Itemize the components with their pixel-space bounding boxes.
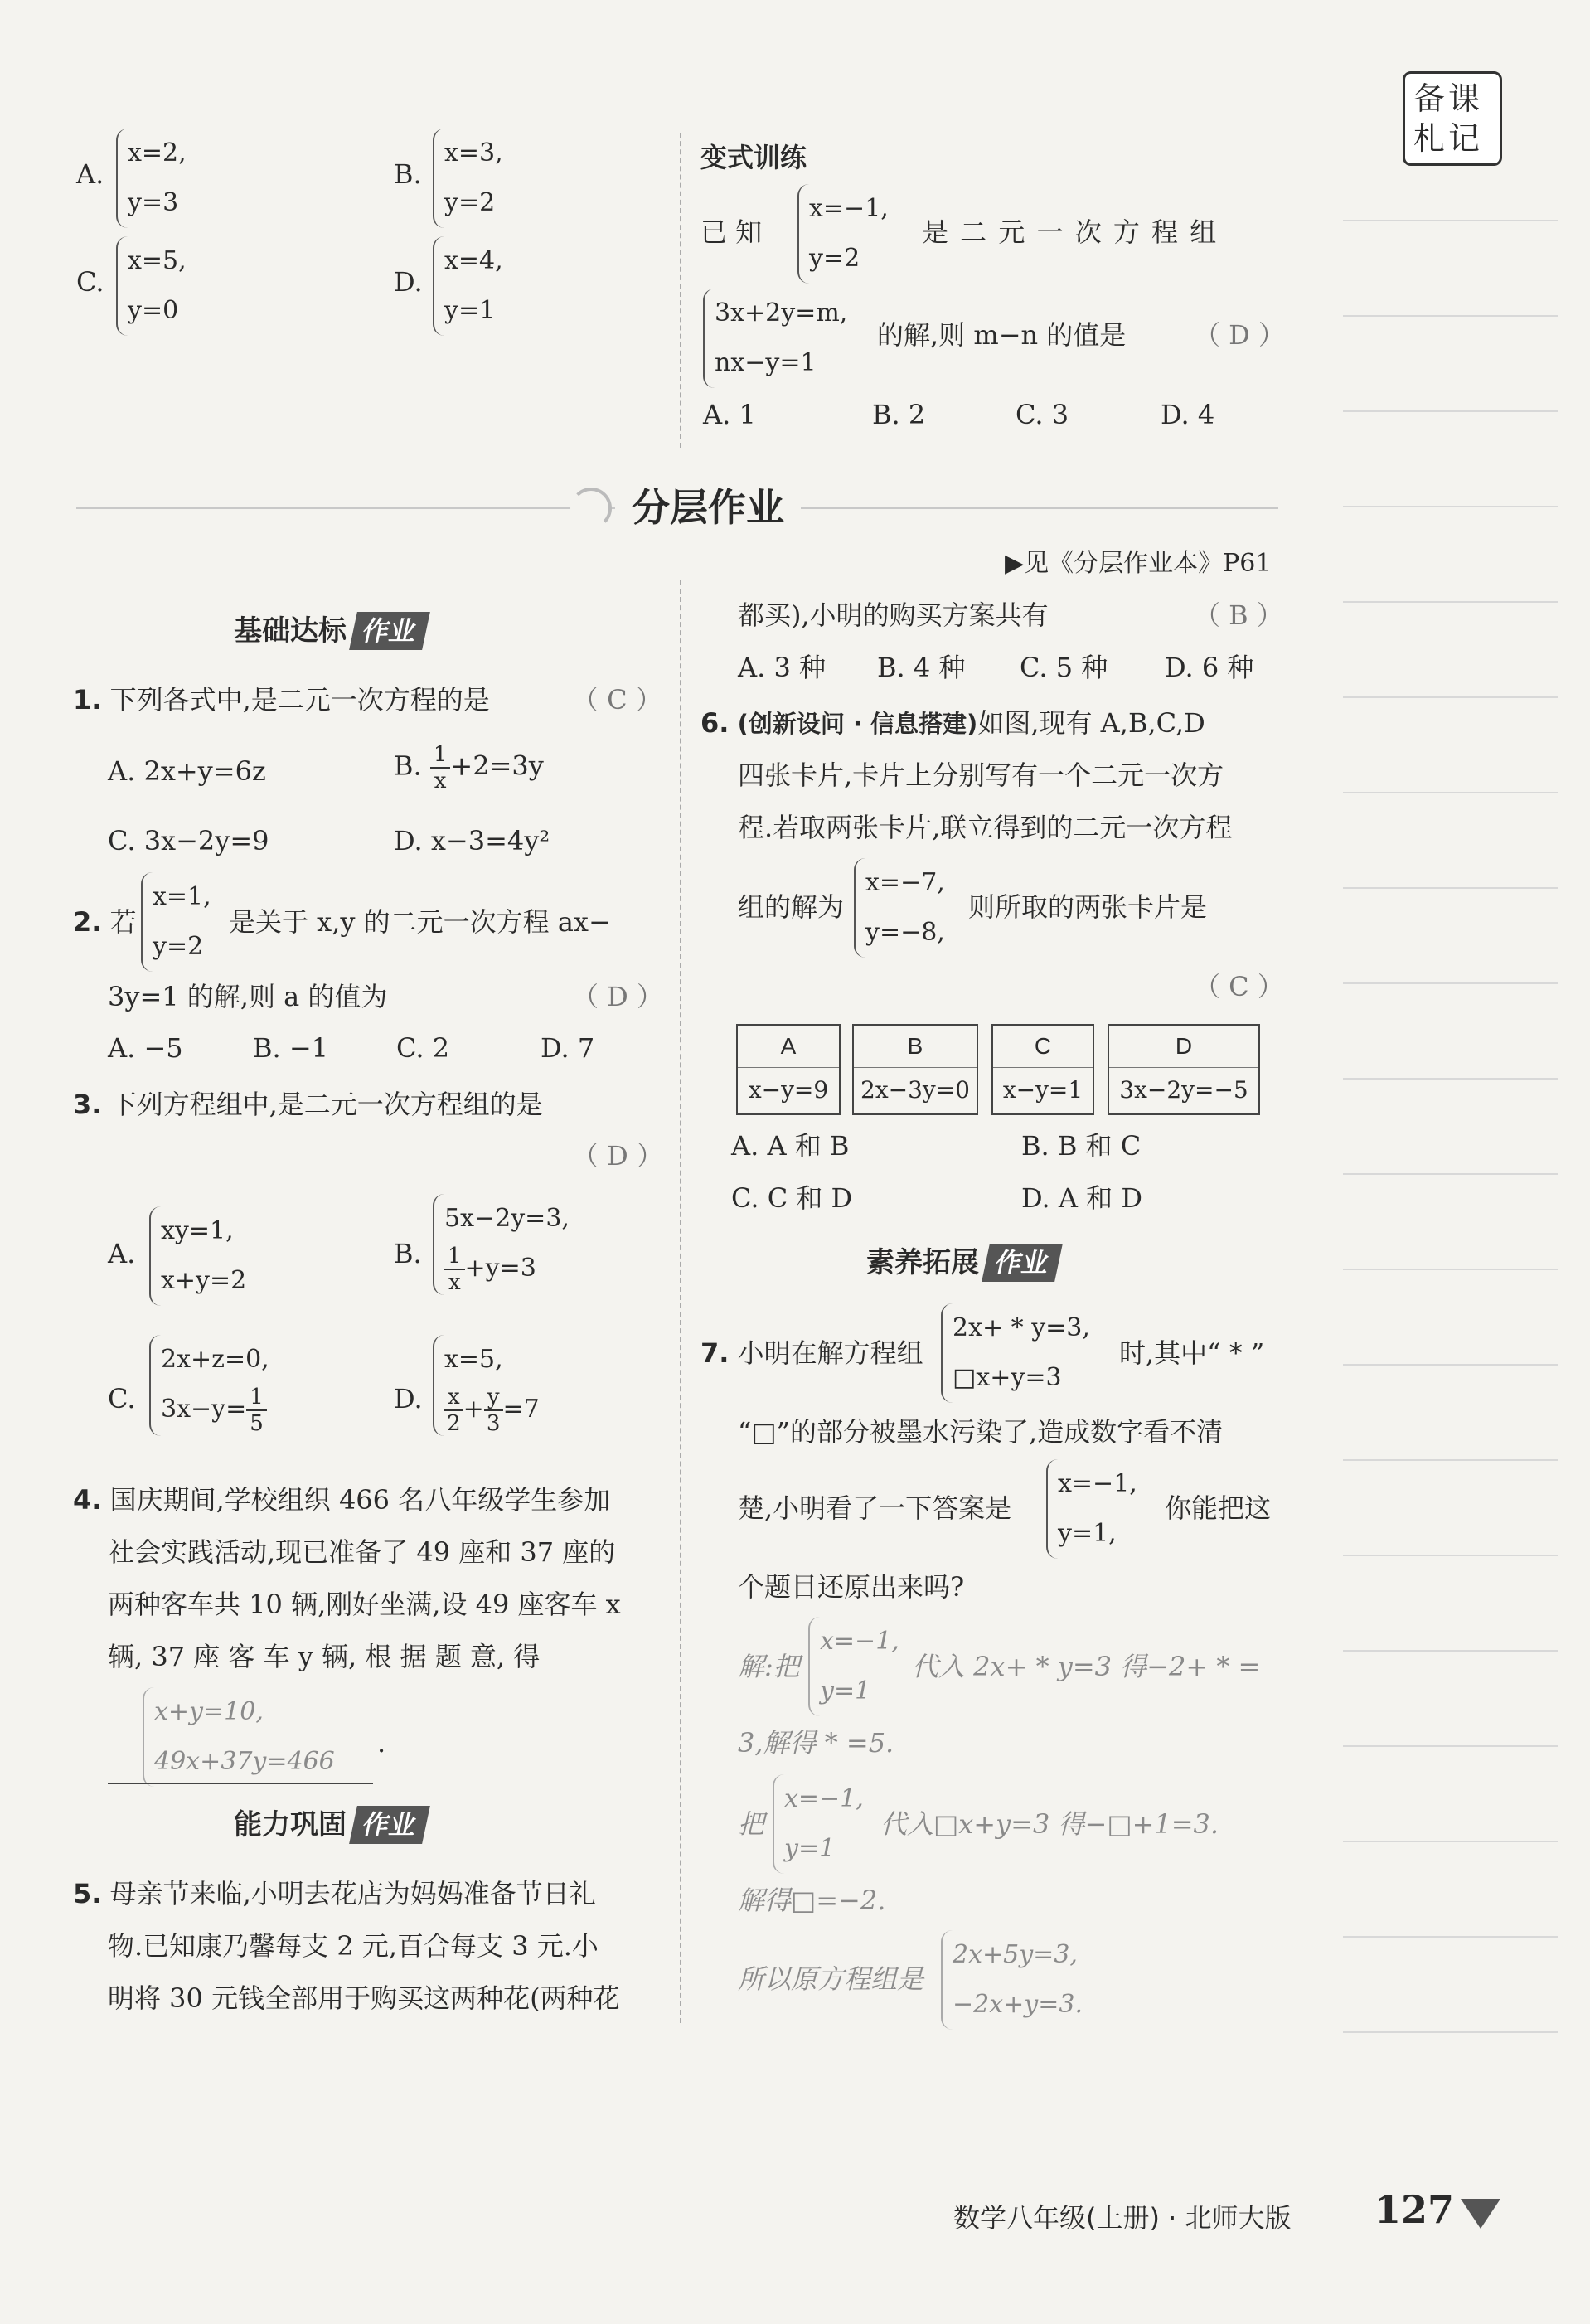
q2-opt-a: A. −5 (108, 1032, 183, 1064)
eq-line: x=−1, (809, 194, 889, 223)
q-num: 3. (73, 1089, 102, 1120)
q6-opt-c: C. C 和 D (731, 1182, 853, 1214)
q6-opt-d: D. A 和 D (1021, 1182, 1142, 1214)
q2-post: 是关于 x,y 的二元一次方程 ax− (229, 906, 611, 938)
eq-line: xy=1, (161, 1216, 234, 1245)
variant-answer: （ D ） (1194, 319, 1286, 351)
variant-system (703, 289, 847, 388)
q6-tag: (创新设问 · 信息搭建) (737, 710, 978, 738)
q-text: 小明在解方程组 (737, 1337, 923, 1369)
footer-book: 数学八年级(上册) · 北师大版 (953, 2202, 1292, 2234)
variant-opt-a: A. 1 (703, 399, 756, 430)
frac-num: 1 (430, 742, 451, 769)
eq-line: x=3, (444, 138, 503, 167)
q3-opt-c-system (149, 1335, 269, 1436)
eq-line: y=1 (784, 1834, 836, 1863)
sol-p3-post: 代入□x+y=3 得−□+1=3. (880, 1808, 1219, 1840)
option-b-label: B. (394, 158, 422, 190)
eq-line: 2x+ * y=3, (953, 1313, 1090, 1342)
frac-den: x (448, 1270, 461, 1295)
q2-system (141, 872, 211, 972)
q6-line-2: 四张卡片,卡片上分别写有一个二元一次方 (738, 759, 1224, 791)
q4-line-4: 辆, 37 座 客 车 y 辆, 根 据 题 意, 得 (108, 1641, 541, 1672)
sub-title: 基础达标 (234, 614, 347, 648)
eq-line: x=−7, (865, 868, 945, 897)
q-text: 下列各式中,是二元一次方程的是 (109, 684, 490, 716)
eq-line: x=5, (128, 246, 187, 275)
margin-line (1343, 315, 1558, 317)
card-equation: 2x−3y=0 (860, 1076, 970, 1104)
margin-line (1343, 601, 1558, 603)
sol-p1-post: 代入 2x+ * y=3 得−2+ * = (912, 1651, 1261, 1682)
eq-line: x=2, (128, 138, 187, 167)
q2-opt-b: B. −1 (253, 1032, 329, 1064)
eq-line: 2x+z=0, (161, 1345, 269, 1374)
eq-line: x=4, (444, 246, 503, 275)
q6-pre: 组的解为 (738, 891, 845, 923)
opt-rest: +2=3y (450, 750, 544, 782)
q1-opt-d: D. x−3=4y² (394, 825, 550, 856)
q-num: 4. (73, 1484, 102, 1516)
q3-opt-c-label: C. (108, 1383, 136, 1414)
card-label: A (738, 1026, 839, 1068)
eq-line: y=−8, (865, 918, 945, 947)
eq-line: 49x+37y=466 (154, 1747, 335, 1776)
q5-opt-b: B. 4 种 (877, 652, 966, 683)
badge-text: 备课札记 (1413, 80, 1484, 157)
sol-p3-system (773, 1774, 864, 1874)
eq-rest: +y=3 (464, 1254, 536, 1283)
sol-p1-pre: 解:把 (738, 1651, 800, 1682)
margin-line (1343, 506, 1558, 507)
eq-line: x=−1, (784, 1784, 864, 1813)
q-text: 若 (109, 906, 137, 938)
card-d (1108, 1024, 1260, 1115)
q-text: 国庆期间,学校组织 466 名八年级学生参加 (109, 1484, 611, 1516)
q5-line-3: 明将 30 元钱全部用于购买这两种花(两种花 (108, 1982, 620, 2014)
eq-line: y=2 (444, 188, 496, 217)
q-num: 1. (73, 684, 102, 716)
option-a-system (116, 129, 187, 228)
q5-answer: （ B ） (1194, 599, 1283, 631)
margin-line (1343, 1745, 1558, 1747)
margin-line (1343, 982, 1558, 984)
fraction (444, 1244, 465, 1295)
eq-line: 5x−2y=3, (444, 1204, 570, 1233)
q7-line-2: “□”的部分被墨水污染了,造成数字看不清 (738, 1416, 1224, 1448)
margin-line (1343, 410, 1558, 412)
tag-label: 作业 (349, 1806, 430, 1844)
sub-banner-literacy (866, 1241, 1059, 1284)
q-text: 下列方程组中,是二元一次方程组的是 (109, 1089, 543, 1120)
variant-post: 是 二 元 一 次 方 程 组 (922, 216, 1219, 248)
frac-den: x (434, 769, 447, 793)
eq-line: x=−1, (820, 1627, 899, 1656)
eq-line: x=5, (444, 1345, 503, 1374)
page-arrow-icon (1461, 2199, 1500, 2229)
q6-line-1 (700, 705, 1205, 742)
q4-line-2: 社会实践活动,现已准备了 49 座和 37 座的 (108, 1536, 616, 1568)
q7-line-3-pre: 楚,小明看了一下答案是 (738, 1492, 1012, 1524)
q-text: 母亲节来临,小明去花店为妈妈准备节日礼 (109, 1878, 596, 1909)
section-swirl-icon (570, 488, 612, 529)
tag-label: 作业 (349, 612, 430, 650)
q-num: 6. (700, 707, 730, 739)
q4-line-1 (73, 1482, 610, 1518)
frac-den: 2 (447, 1411, 461, 1436)
margin-line (1343, 1173, 1558, 1175)
option-a-label: A. (76, 158, 104, 190)
q6-post: 则所取的两张卡片是 (968, 891, 1208, 923)
eq-line: x+y=10, (154, 1697, 264, 1726)
q-text: 如图,现有 A,B,C,D (977, 707, 1205, 739)
q3-opt-a-system (149, 1206, 246, 1306)
q6-line-3: 程.若取两张卡片,联立得到的二元一次方程 (738, 812, 1233, 843)
variant-opt-d: D. 4 (1161, 399, 1215, 430)
eq-rest: 3x−y= (161, 1395, 247, 1424)
margin-line (1343, 1650, 1558, 1652)
eq-line: y=1 (444, 296, 496, 325)
eq-line: x+y=2 (161, 1266, 247, 1295)
q2-opt-d: D. 7 (541, 1032, 595, 1064)
margin-line (1343, 1459, 1558, 1461)
q6-opt-b: B. B 和 C (1021, 1130, 1142, 1162)
q1-stem (73, 682, 490, 718)
q-num: 2. (73, 906, 102, 938)
margin-line (1343, 792, 1558, 793)
eq-line: −2x+y=3. (953, 1990, 1083, 2019)
eq-line: nx−y=1 (715, 348, 817, 377)
q3-opt-a-label: A. (108, 1238, 136, 1269)
q2-opt-c: C. 2 (396, 1032, 450, 1064)
eq-line: □x+y=3 (953, 1363, 1062, 1392)
margin-line (1343, 1364, 1558, 1366)
fraction (430, 742, 451, 793)
fraction (444, 1385, 463, 1436)
sol-p2: 3,解得 * =5. (738, 1727, 894, 1759)
variant-opt-b: B. 2 (872, 399, 926, 430)
sub-banner-ability (234, 1803, 426, 1846)
frac-den: 3 (486, 1411, 501, 1436)
q7-pre (700, 1335, 923, 1371)
margin-line (1343, 1078, 1558, 1080)
margin-line (1343, 2031, 1558, 2033)
eq-line: y=1 (820, 1676, 871, 1705)
q5-opt-d: D. 6 种 (1165, 652, 1254, 683)
section-title: 分层作业 (615, 481, 801, 534)
sol-p1-system (808, 1617, 899, 1716)
option-c-system (116, 236, 187, 336)
sol-p5-pre: 所以原方程组是 (738, 1963, 924, 1995)
opt-label: B. (394, 750, 422, 782)
q3-opt-b-label: B. (394, 1238, 422, 1269)
eq-line: y=2 (809, 244, 860, 273)
q7-system (941, 1303, 1090, 1403)
variant-tail: 的解,则 m−n 的值是 (877, 319, 1127, 351)
card-label: C (993, 1026, 1093, 1068)
card-label: D (1109, 1026, 1258, 1068)
sub-banner-basic (234, 609, 426, 653)
card-label: B (854, 1026, 977, 1068)
q5-line-1 (73, 1875, 596, 1912)
q2-line2: 3y=1 的解,则 a 的值为 (108, 981, 388, 1012)
q1-opt-c: C. 3x−2y=9 (108, 825, 269, 856)
card-b (852, 1024, 978, 1115)
eq-line (161, 1385, 269, 1436)
frac-num: x (444, 1385, 463, 1411)
eq-rest: =7 (502, 1395, 540, 1424)
frac-num: 1 (444, 1244, 465, 1270)
q1-opt-a: A. 2x+y=6z (108, 755, 266, 787)
variant-solution (797, 184, 889, 284)
eq-line: x=−1, (1058, 1469, 1137, 1498)
option-d-label: D. (394, 266, 423, 298)
q7-line-3-post: 你能把这 (1165, 1492, 1272, 1524)
eq-line: y=2 (153, 932, 204, 961)
column-divider (680, 133, 681, 448)
q7-answer-system (1046, 1459, 1137, 1559)
q4-answer-system (143, 1687, 335, 1787)
frac-num: 1 (246, 1385, 267, 1411)
margin-line (1343, 220, 1558, 221)
q4-answer-underline (108, 1783, 373, 1784)
eq-line: y=3 (128, 188, 179, 217)
q2-answer: （ D ） (572, 981, 664, 1012)
sol-p5-system (941, 1930, 1083, 2030)
q4-line-3: 两种客车共 10 辆,刚好坐满,设 49 座客车 x (108, 1589, 621, 1620)
fraction (484, 1385, 503, 1436)
q6-system (854, 858, 945, 958)
card-equation: x−y=1 (1002, 1076, 1083, 1104)
q5-opt-a: A. 3 种 (738, 652, 826, 683)
eq-line: y=0 (128, 296, 179, 325)
card-a (736, 1024, 841, 1115)
eq-line: 3x+2y=m, (715, 298, 848, 327)
frac-num: y (484, 1385, 503, 1411)
q3-opt-d-label: D. (394, 1383, 423, 1414)
q5-opt-c: C. 5 种 (1020, 652, 1108, 683)
option-d-system (433, 236, 503, 336)
q3-stem (73, 1086, 543, 1123)
eq-rest: + (463, 1395, 484, 1424)
option-b-system (433, 129, 503, 228)
q-num: 5. (73, 1878, 102, 1909)
eq-line: 2x+5y=3, (953, 1940, 1078, 1969)
q3-answer: （ D ） (572, 1140, 664, 1172)
eq-line (444, 1244, 570, 1295)
card-equation: 3x−2y=−5 (1119, 1076, 1248, 1104)
eq-line (444, 1385, 540, 1436)
q4-end: . (377, 1727, 386, 1759)
card-c (991, 1024, 1094, 1115)
column-divider (680, 580, 681, 2023)
q1-opt-b (394, 742, 544, 793)
section-ref: ▶见《分层作业本》P61 (1005, 549, 1272, 578)
margin-line (1343, 1841, 1558, 1842)
q5-cont: 都买),小明的购买方案共有 (738, 599, 1049, 631)
margin-line (1343, 1555, 1558, 1556)
eq-line: x=1, (153, 882, 211, 911)
notes-badge (1403, 71, 1502, 166)
margin-line (1343, 696, 1558, 698)
margin-line (1343, 1936, 1558, 1938)
sub-title: 能力巩固 (234, 1808, 347, 1841)
sol-p4: 解得□=−2. (738, 1885, 886, 1916)
q3-opt-d-system (433, 1335, 540, 1436)
sub-title: 素养拓展 (866, 1246, 979, 1279)
sol-p3-pre: 把 (738, 1808, 765, 1840)
frac-den: 5 (250, 1411, 264, 1436)
page-number: 127 (1374, 2187, 1455, 2232)
eq-line: y=1, (1058, 1519, 1117, 1548)
q2-pre (73, 904, 137, 940)
variant-pre: 已 知 (700, 216, 763, 248)
margin-line (1343, 1269, 1558, 1270)
card-equation: x−y=9 (748, 1076, 829, 1104)
q6-opt-a: A. A 和 B (731, 1130, 850, 1162)
margin-line (1343, 887, 1558, 889)
q-num: 7. (700, 1337, 730, 1369)
fraction (246, 1385, 267, 1436)
q7-post: 时,其中“ * ” (1119, 1337, 1265, 1369)
q3-opt-b-system (433, 1194, 570, 1295)
q7-line-4: 个题目还原出来吗? (738, 1571, 965, 1603)
tag-label: 作业 (982, 1244, 1063, 1282)
option-c-label: C. (76, 266, 104, 298)
q1-answer: （ C ） (572, 684, 662, 716)
variant-opt-c: C. 3 (1016, 399, 1069, 430)
q5-line-2: 物.已知康乃馨每支 2 元,百合每支 3 元.小 (108, 1930, 599, 1962)
variant-title: 变式训练 (700, 142, 807, 173)
q6-answer: （ C ） (1194, 971, 1284, 1002)
